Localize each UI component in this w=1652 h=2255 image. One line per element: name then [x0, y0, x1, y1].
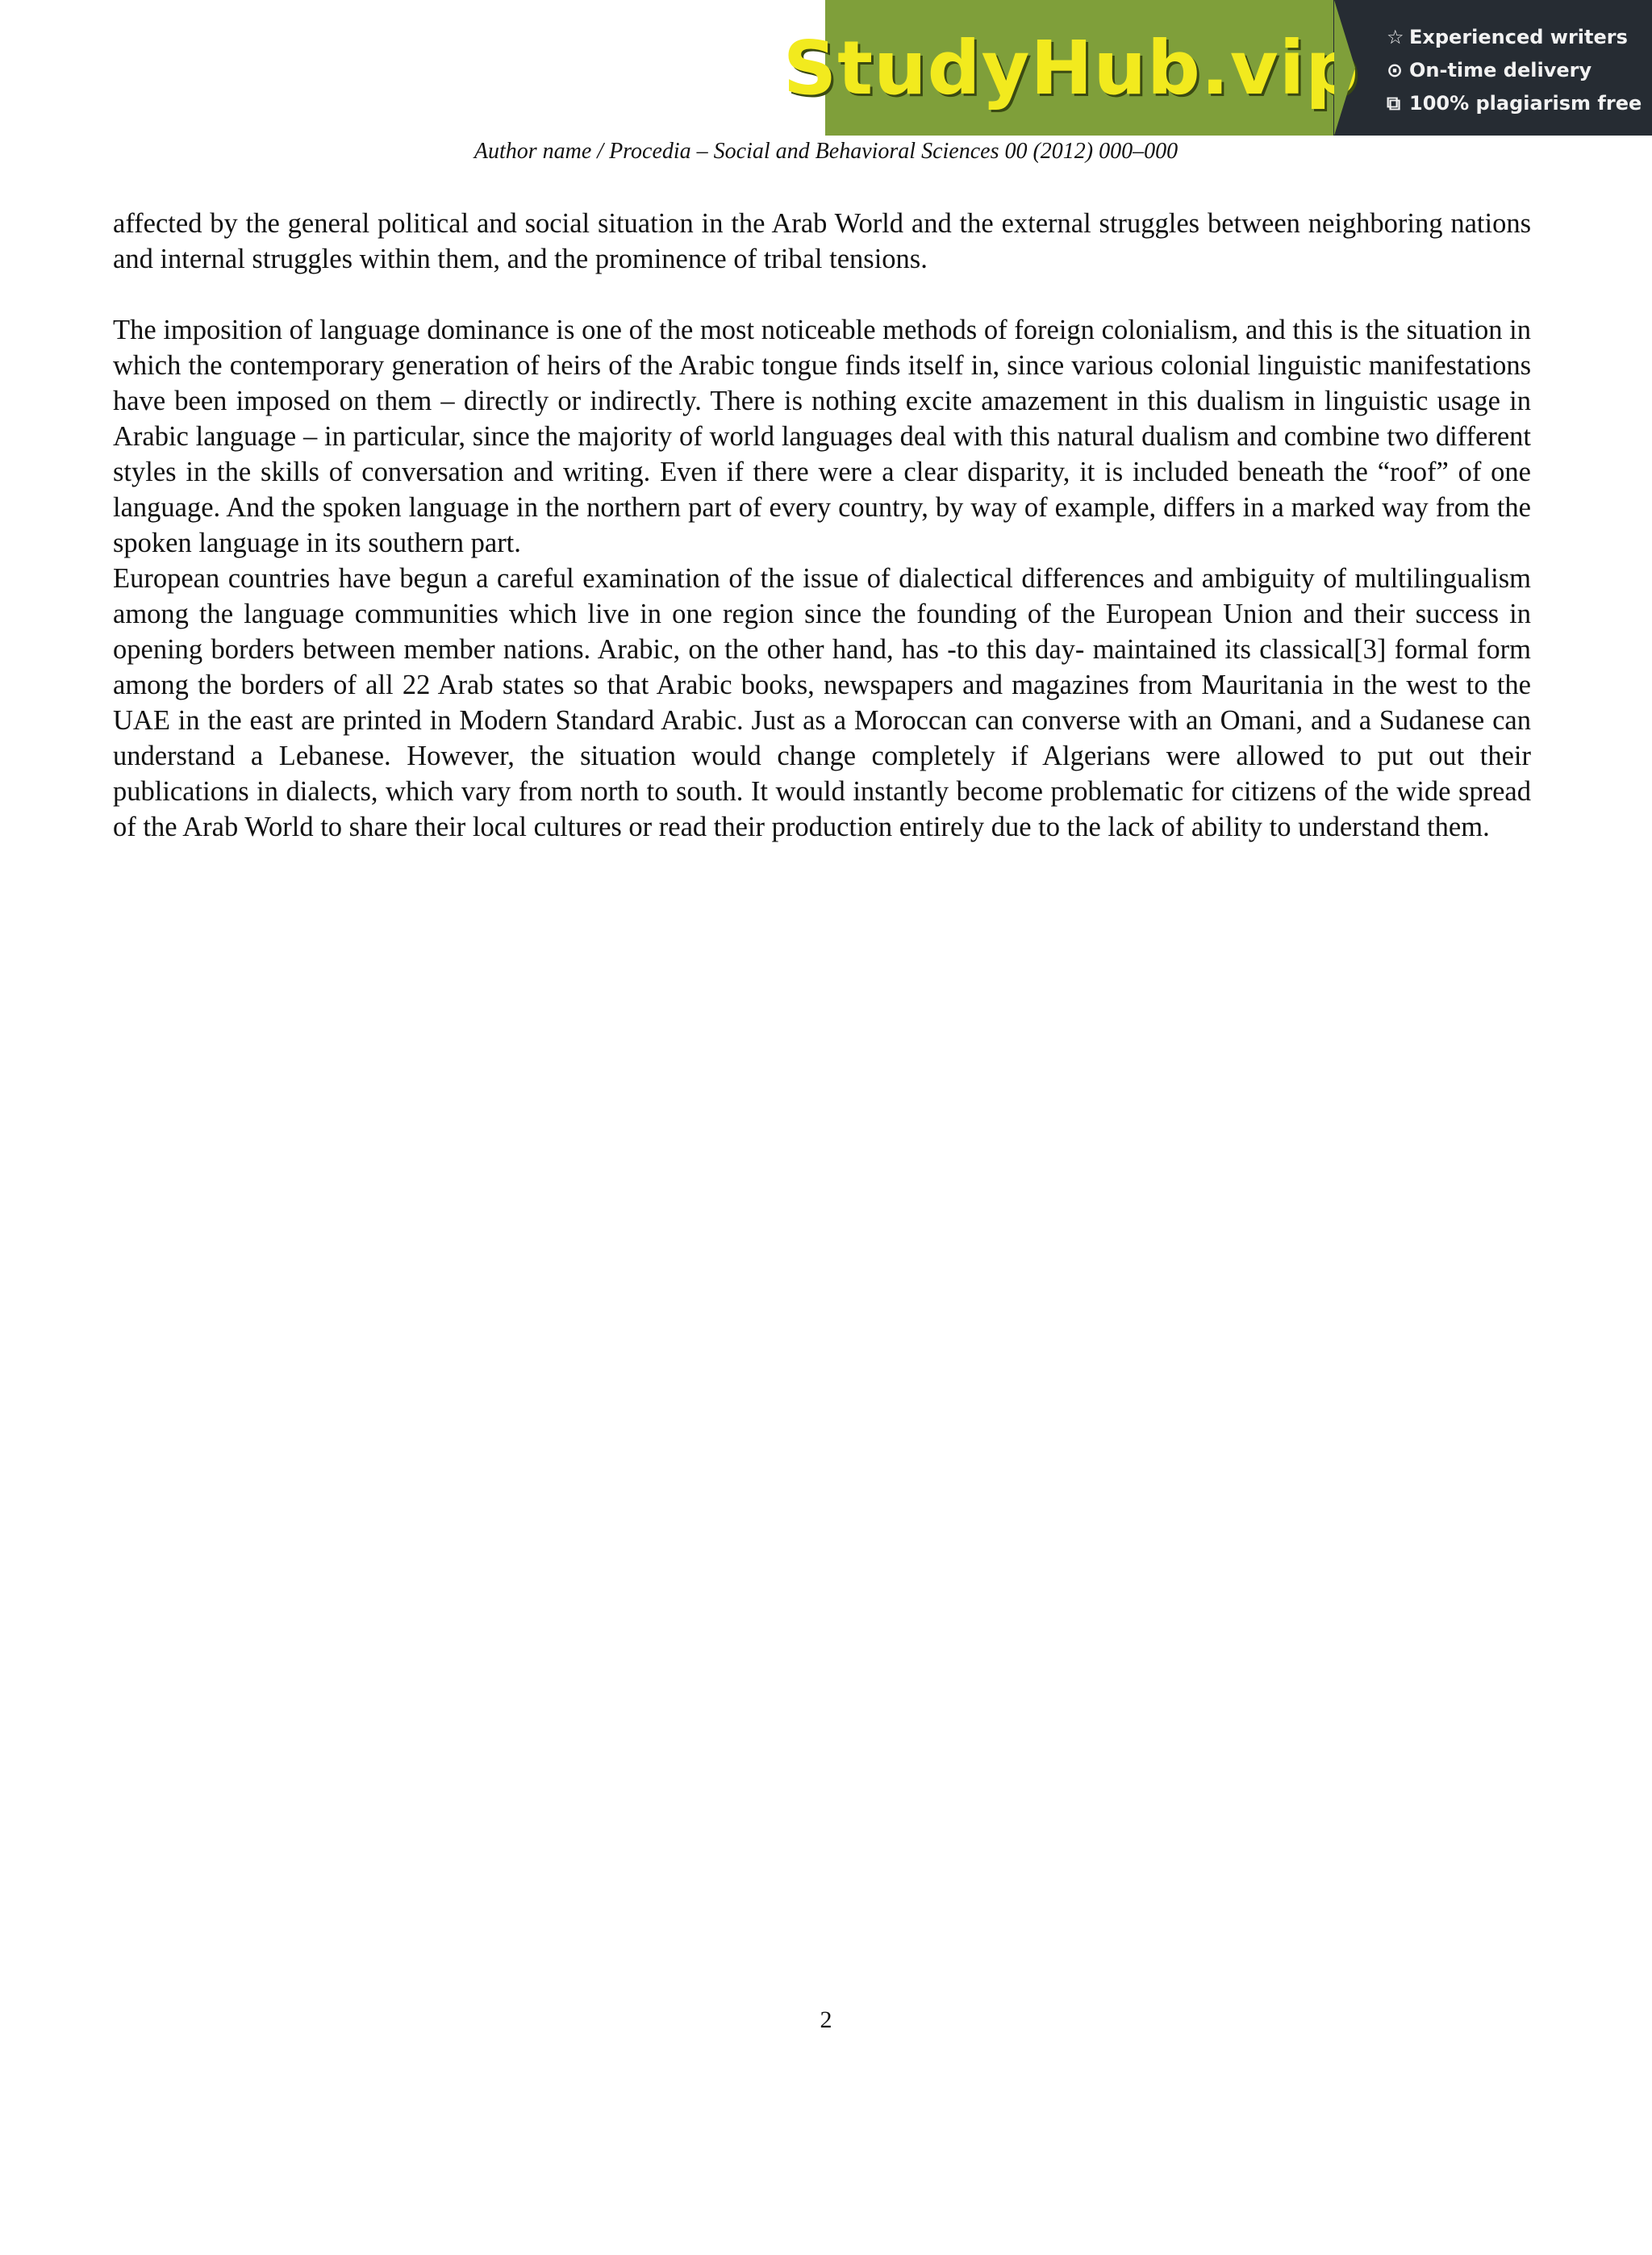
copy-icon: ⧉ [1387, 92, 1401, 115]
feature-label: Experienced writers [1409, 26, 1628, 48]
banner-features [1333, 0, 1652, 136]
feature-plagiarism-free [1387, 87, 1652, 120]
feature-on-time-delivery [1387, 54, 1652, 87]
page-number: 2 [820, 2007, 832, 2033]
paragraph: The imposition of language dominance is one of the most noticeable methods of foreign colonialism, and this is the situation in which the contemporary generation of heirs of the Arabic tongue finds itself in, since various colonial linguistic manifestations have been imposed on them – directly or indirectly. There is nothing excite amazement in this dualism in linguistic usage in Arabic language – in particular, since the majority of world languages deal with this natural dualism and combine two different styles in the skills of conversation and writing. Even if there were a clear disparity, it is included beneath the “roof” of one language. And the spoken language in the northern part of every country, by way of example, differs in a marked way from the spoken language in its southern part. [113, 315, 1531, 558]
feature-label: On-time delivery [1409, 59, 1592, 81]
feature-label: 100% plagiarism free [1409, 92, 1642, 115]
studyhub-banner[interactable] [782, 0, 1652, 136]
paragraph: European countries have begun a careful examination of the issue of dialectical differences and ambiguity of multilingualism among the language communities which live in one region since the founding of the European Union and their success in opening borders between member nations. Arabic, on the other hand, has -to this day- maintained its classical[3] formal form among the borders of all 22 Arab states so that Arabic books, newspapers and magazines from Mauritania in the west to the UAE in the east are printed in Modern Standard Arabic. Just as a Moroccan can converse with an Omani, and a Sudanese can understand a Lebanese. However, the situation would change completely if Algerians were allowed to put out their publications in dialects, which vary from north to south. It would instantly become problematic for citizens of the wide spread of the Arab World to share their local cultures or read their production entirely due to the lack of ability to understand them. [113, 563, 1531, 842]
feature-experienced-writers [1387, 21, 1652, 54]
document-body [113, 206, 1531, 845]
clock-icon: ⊙ [1387, 59, 1404, 81]
banner-logo-area[interactable] [782, 0, 1360, 136]
paragraph: affected by the general political and social situation in the Arab World and the external struggles between neighboring nations and internal struggles within them, and the prominence of tribal tensions. [113, 208, 1531, 274]
running-head: Author name / Procedia – Social and Behavioral Sciences 00 (2012) 000–000 [473, 139, 1179, 164]
star-icon: ☆ [1387, 26, 1404, 48]
studyhub-logo[interactable]: StudyHub.vip [782, 24, 1360, 111]
